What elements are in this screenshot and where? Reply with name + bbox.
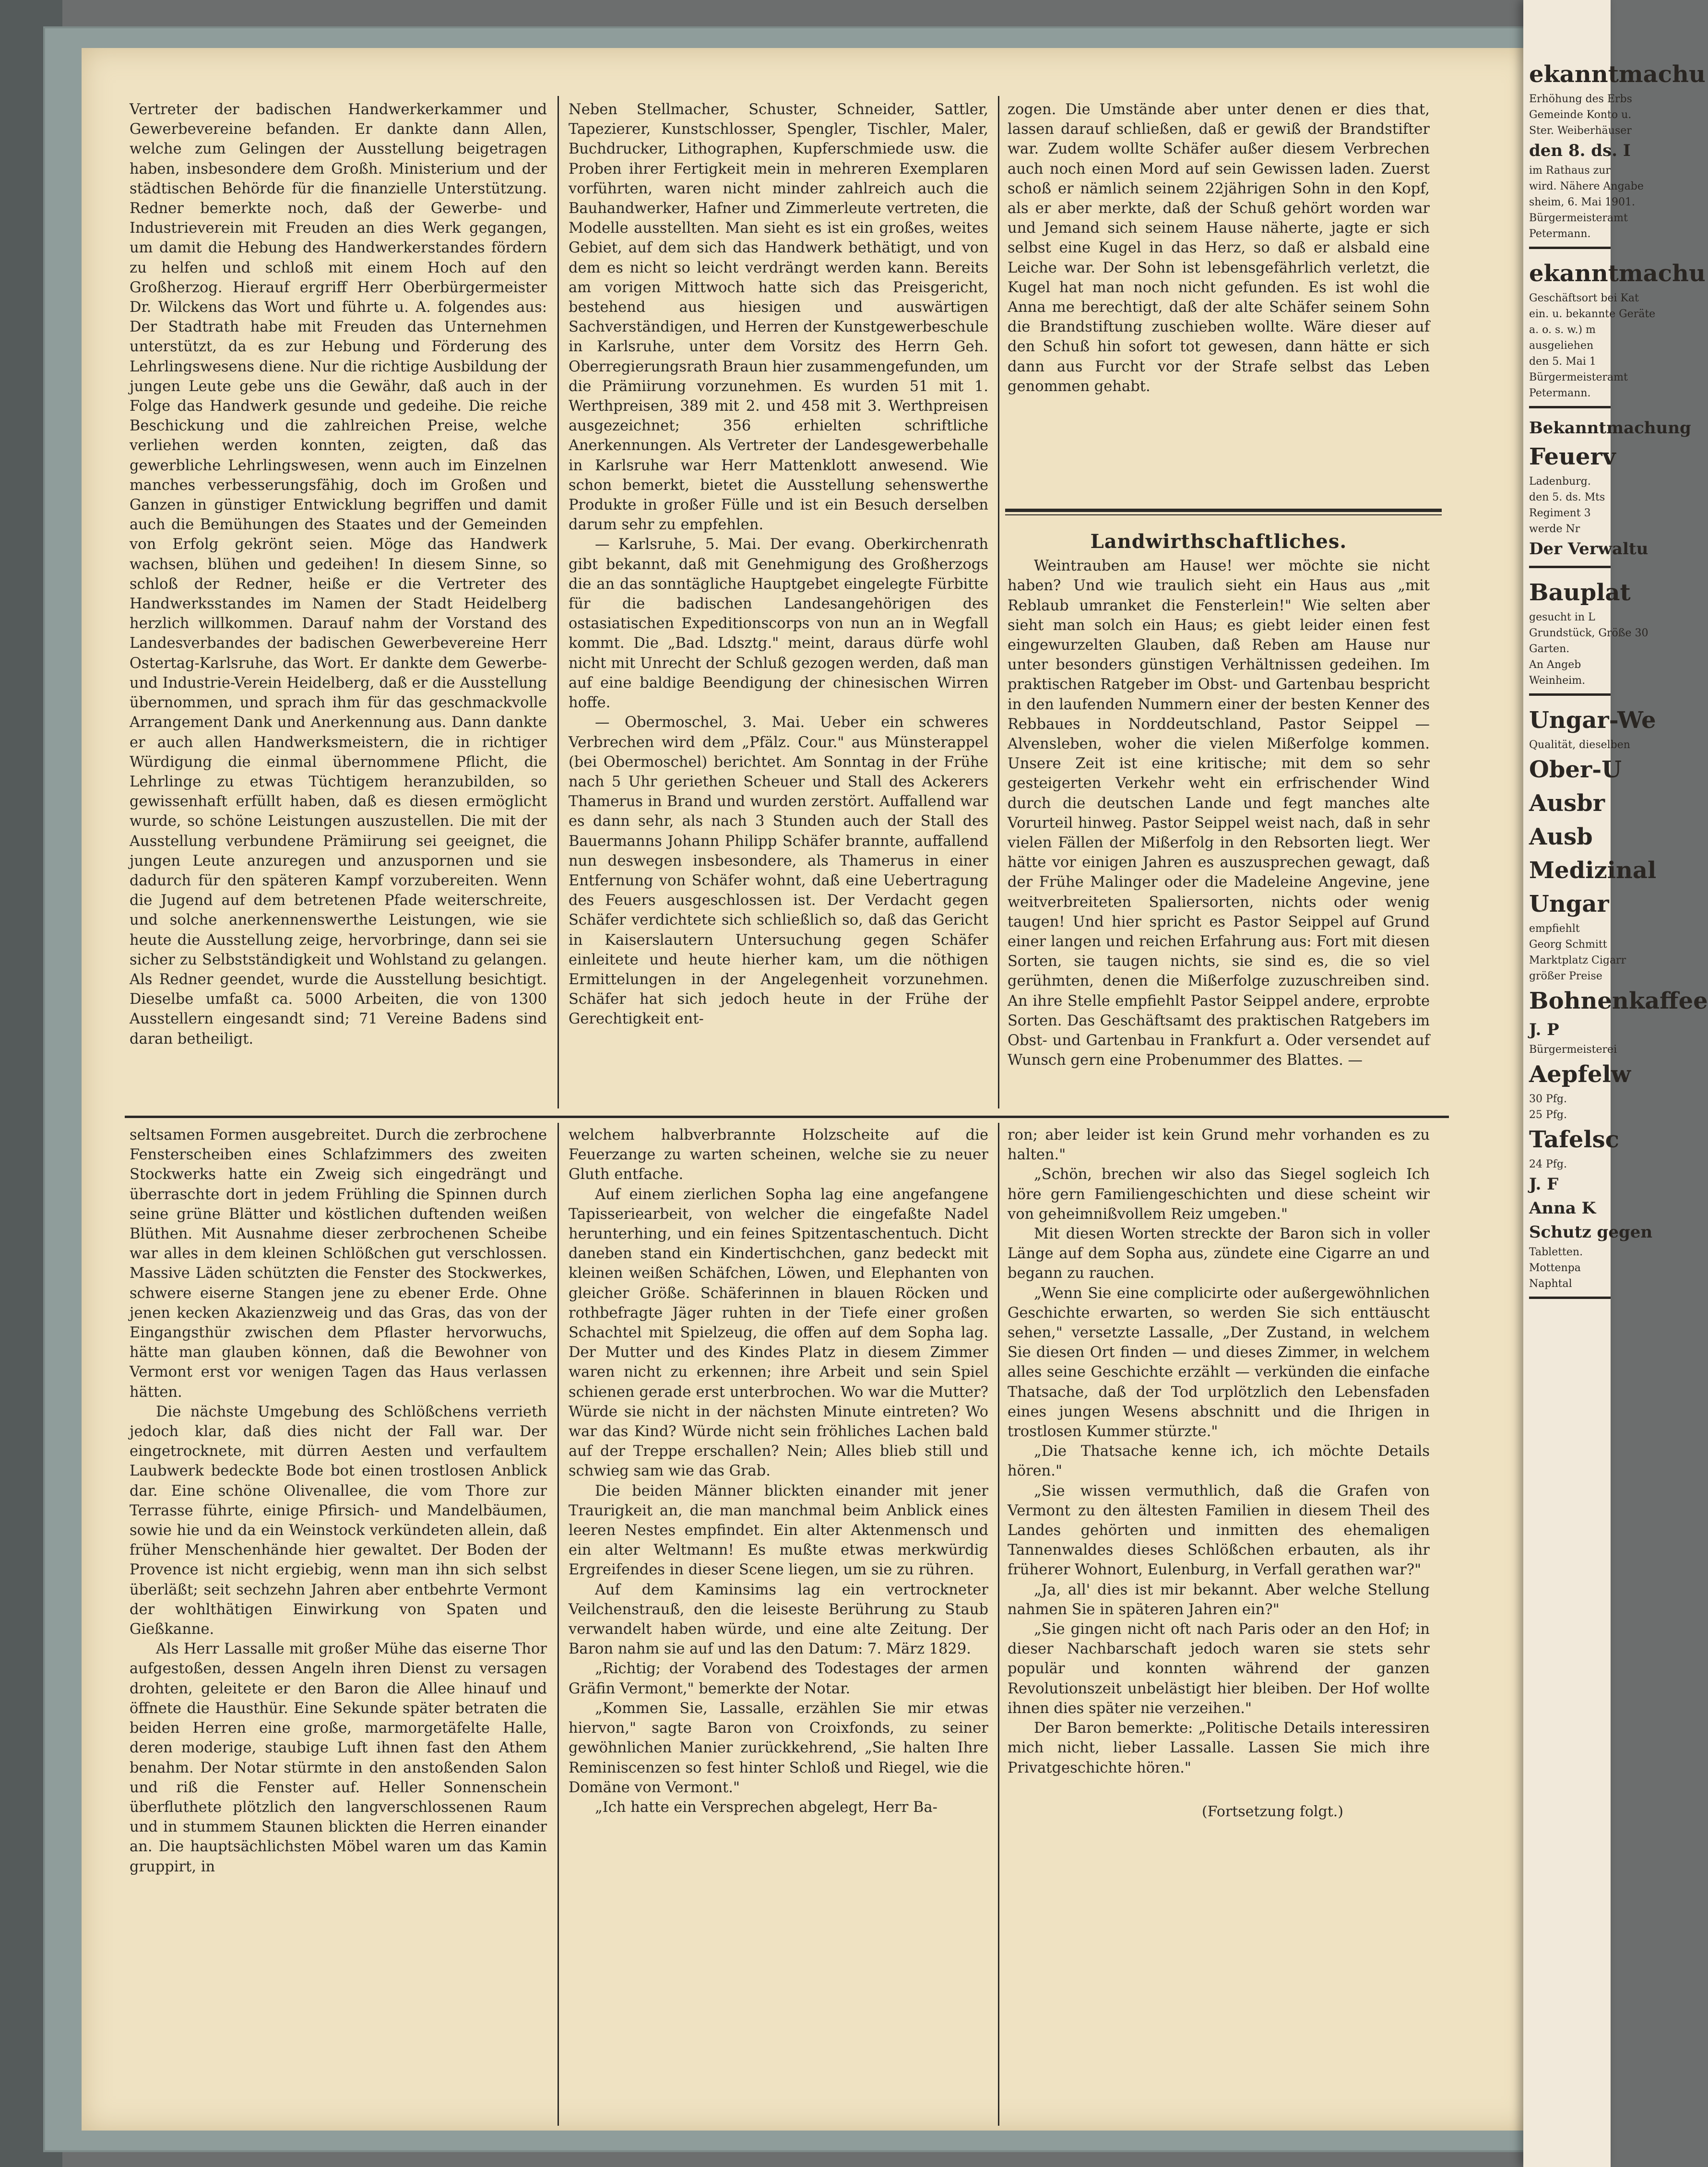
feuilleton-paragraph: Der Baron bemerkte: „Politische Details interessiren mich nicht, lieber Lassalle. Lassen Sie mich ihre Privatgeschichte hören."	[1008, 1720, 1430, 1776]
ad-text-line: Grundstück, Größe 30	[1529, 627, 1649, 639]
article-column-2	[569, 100, 988, 1103]
ad-text-line: Tafelsc	[1529, 1126, 1619, 1153]
article-paragraph: — Obermoschel, 3. Mai. Ueber ein schweres Verbrechen wird dem „Pfälz. Cour." aus Münsterappel (bei Obermoschel) berichtet. Am Sonntag in der Frühe nach 5 Uhr geriethen Scheuer und Stall des Ackerers Thamerus in Brand und wurden zerstört. Auffallend war es dann sehr, als nach 3 Stunden auch der Stall des Bauermanns Johann Philipp Schäfer brannte, auffallend nun deswegen insbesondere, als Thamerus in einer Entfernung von Schäfer wohnt, daß eine Uebertragung des Feuers ausgeschlossen ist. Der Verdacht gegen Schäfer verdichtete sich schließlich so, daß das Gericht in Kaiserslautern Untersuchung gegen Schäfer einleitete und heute hierher kam, um die nöthigen Ermittelungen in der Angelegenheit vorzunehmen. Schäfer hat sich jedoch heute in der Frühe der Gerechtigkeit ent-	[569, 714, 988, 1028]
section-heading: Landwirthschaftliches.	[1090, 530, 1347, 553]
feuilleton-paragraph: Die nächste Umgebung des Schlößchens verrieth jedoch klar, daß dies nicht der Fall war. Der eingetrocknete, mit dürren Aesten und verfaultem Laubwerk bedeckte Bode bot einen trostlosen Anblick dar. Eine schöne Olivenallee, die vom Thore zur Terrasse führte, einige Pfirsich- und Mandelbäumen, sowie hie und da ein Weinstock verkündeten allein, daß früher Menschenhände hier gewaltet. Der Boden der Provence ist nicht ergiebig, wenn man ihn sich selbst überläßt; seit sechzehn Jahren aber entbehrte Vermont der wohlthätigen Einwirkung von Spaten und Gießkanne.	[130, 1403, 547, 1638]
column-divider	[557, 96, 559, 1108]
feuilleton-paragraph: Die beiden Männer blickten einander mit jener Traurigkeit an, die man manchmal beim Anblick eines leeren Nestes empfindet. Ein alter Aktenmensch und ein alter Weltmann! Es mußte etwas merkwürdig Ergreifendes in dieser Scene liegen, um sie zu rühren.	[569, 1482, 988, 1579]
ad-text-line: den 5. ds. Mts	[1529, 491, 1605, 503]
ad-text-line: Petermann.	[1529, 228, 1591, 240]
feuilleton-paragraph: „Richtig; der Vorabend des Todestages der armen Gräfin Vermont," bemerkte der Notar.	[569, 1660, 988, 1697]
column-divider	[998, 96, 999, 1108]
ad-text-line: Ausb	[1529, 823, 1593, 850]
ad-text-line: Bohnenkaffee	[1529, 988, 1708, 1014]
ad-text-line: Garten.	[1529, 643, 1570, 655]
ad-text-line: Marktplatz Cigarr	[1529, 954, 1626, 966]
ad-text-line: J. F	[1529, 1175, 1559, 1194]
ad-text-line: Geschäftsort bei Kat	[1529, 292, 1639, 304]
ad-text-line: Ungar-We	[1529, 707, 1656, 734]
ad-text-line: größer Preise	[1529, 970, 1602, 982]
ad-text-line: ein. u. bekannte Geräte	[1529, 308, 1656, 320]
ad-text-line: Ungar	[1529, 891, 1609, 917]
feuilleton-paragraph: „Wenn Sie eine complicirte oder außergewöhnlichen Geschichte erwarten, so werden Sie sich enttäuscht sehen," versetzte Lassalle, „Der Zustand, in welchem Sie diesen Ort finden — und dieses Zimmer, in welchem alles seine Geschichte erzählt — verkünden die einfache Thatsache, daß der Tod urplötzlich den Lebensfaden eines jungen Wesens abschnitt und die Ihrigen in trostlosen Kummer stürzte."	[1008, 1285, 1430, 1441]
ad-text-line: sheim, 6. Mai 1901.	[1529, 196, 1635, 208]
ad-text-line: Bürgermeisterei	[1529, 1044, 1617, 1056]
feuilleton-divider	[125, 1116, 1449, 1118]
ad-text-line: An Angeb	[1529, 659, 1581, 671]
article-paragraph: Weintrauben am Hause! wer möchte sie nicht haben? Und wie traulich sieht ein Haus aus „mit Reblaub umranket die Fensterlein!" Wie selten aber sieht man solch ein Haus; es giebt leider einen fest eingewurzelten Glauben, daß Reben am Hause nur unter besonders günstigen Verhältnissen gedeihen. Im praktischen Ratgeber im Obst- und Gartenbau bespricht in den laufenden Nummern einer der besten Kenner des Rebbaues in Norddeutschland, Pastor Seippel — Alvensleben, woher die vielen Mißerfolge kommen. Unsere Zeit ist eine kritische; mit dem so sehr gesteigerten Verkehr weht ein erfrischender Wind durch die deutschen Lande und fegt manches alte Vorurteil hinweg. Pastor Seippel weist nach, daß in sehr vielen Fällen der Mißerfolg in den Rebsorten liegt. Wer hätte vor einigen Jahren es auszusprechen gewagt, daß der Frühe Malinger oder die Madeleine Angevine, jene weitverbreiteten Spaliersorten, nichts oder wenig taugen! Und hier spricht es Pastor Seippel auf Grund einer langen und reichen Erfahrung aus: Fort mit diesen Sorten, sie taugen nichts, sie sind es, die so viel gerühmten, denen die Mißerfolge zuzuschreiben sind. An ihre Stelle empfiehlt Pastor Seippel andere, erprobte Sorten. Das Geschäftsamt des praktischen Ratgebers im Obst- und Gartenbau in Frankfurt a. Oder versendet auf Wunsch gern eine Probenummer des Blattes. —	[1008, 558, 1430, 1069]
feuilleton-paragraph: Auf einem zierlichen Sopha lag eine angefangene Tapisseriearbeit, von welcher die eingefaßte Nadel herunterhing, und ein feines Spitzentaschentuch. Dicht daneben stand ein Kindertischchen, ganz bedeckt mit kleinen weißen Schäfchen, Löwen, und Elephanten von gleicher Größe. Schäferinnen in blauen Röcken und rothbefragte Jäger ruhten in der Tiefe einer großen Schachtel mit Spielzeug, die offen auf dem Sopha lag. Der Mutter und des Kindes Platz in diesem Zimmer waren nicht zu erkennen; ihre Arbeit und sein Spiel schienen gerade erst unterbrochen. Wo war die Mutter? Würde sie nicht in der nächsten Minute eintreten? Wo war das Kind? Würde nicht sein fröhliches Lachen bald auf der Treppe erschallen? Nein; Alles blieb still und schwieg sam wie das Grab.	[569, 1186, 988, 1480]
article-column-3	[1008, 100, 1430, 445]
ad-separator	[1529, 561, 1611, 568]
ad-text-line: 30 Pfg.	[1529, 1093, 1567, 1105]
ad-text-line: Ladenburg.	[1529, 476, 1591, 488]
ad-text-line: Naphtal	[1529, 1278, 1572, 1290]
ad-text-line: J. P	[1529, 1020, 1559, 1039]
feuilleton-paragraph: „Ja, all' dies ist mir bekannt. Aber welche Stellung nahmen Sie in späteren Jahren ein?"	[1008, 1581, 1430, 1618]
feuilleton-paragraph: ron; aber leider ist kein Grund mehr vorhanden es zu halten."	[1008, 1127, 1430, 1164]
feuilleton-paragraph: Mit diesen Worten streckte der Baron sich in voller Länge auf dem Sopha aus, zündete eine Cigarre an und begann zu rauchen.	[1008, 1226, 1430, 1282]
ad-text-line: im Rathaus zur	[1529, 165, 1611, 177]
article-paragraph: zogen. Die Umstände aber unter denen er dies that, lassen darauf schließen, daß er gewiß der Brandstifter war. Zudem wollte Schäfer außer diesem Verbrechen auch noch einen Mord auf sein Gewissen laden. Zuerst schoß er nämlich seinem 22jährigen Sohn in den Kopf, als er aber merkte, daß der Schuß gehört worden war und Jemand sich seinem Hause näherte, jagte er sich selbst eine Kugel in das Herz, so daß er alsbald eine Leiche war. Der Sohn ist lebensgefährlich verletzt, die Kugel hat man noch nicht gefunden. Es ist wohl die Anna me berechtigt, daß der alte Schäfer seinem Sohn die Brandstiftung zuschieben wollte. Wäre dieser auf den Schuß hin sofort tot gewesen, dann hätte er sich dann aus Furcht vor der Strafe selbst das Leben genommen gehabt.	[1008, 101, 1430, 395]
ad-text-line: Bürgermeisteramt	[1529, 371, 1628, 383]
ad-text-line: Bekanntmachung	[1529, 418, 1691, 438]
feuilleton-paragraph: „Sie wissen vermuthlich, daß die Grafen von Vermont zu den ältesten Familien in diesem Theil des Landes gehörten und inmitten des ehemaligen Tannenwaldes dieses Schlößchen erbauten, als ihr früherer Wohnort, Eulenburg, in Verfall gerathen war?"	[1008, 1482, 1430, 1579]
ad-text-line: 25 Pfg.	[1529, 1109, 1567, 1121]
section-rule-thin	[1005, 514, 1442, 515]
ad-separator	[1529, 401, 1611, 408]
ad-text-line: den 5. Mai 1	[1529, 356, 1596, 368]
ad-text-line: Bauplat	[1529, 579, 1631, 606]
newspaper-page	[82, 48, 1535, 2131]
feuilleton-paragraph: „Die Thatsache kenne ich, ich möchte Details hören."	[1008, 1443, 1430, 1480]
article-paragraph: Neben Stellmacher, Schuster, Schneider, Sattler, Tapezierer, Kunstschlosser, Spengler, Tischler, Maler, Buchdrucker, Lithographen, Kupferschmiede usw. die Proben ihrer Fertigkeit mein in mehreren Exemplaren vorführten, waren nicht minder zahlreich auch die Bauhandwerker, Hafner und Zimmerleute vertreten, die Modelle ausstellten. Man sieht es ist ein großes, weites Gebiet, auf dem sich das Handwerk bethätigt, und von dem es nicht so leicht verdrängt werden kann. Bereits am vorigen Mittwoch hatte sich das Preisgericht, bestehend aus hiesigen und auswärtigen Sachverständigen, und Herren der Kunstgewerbeschule in Karlsruhe, unter dem Vorsitz des Herrn Geh. Oberregierungsrath Braun hier zusammengefunden, um die Prämiirung vorzunehmen. Es wurden 51 mit 1. Werthpreisen, 389 mit 2. und 458 mit 3. Werthpreisen ausgezeichnet; 356 erhielten schriftliche Anerkennungen. Als Vertreter der Landesgewerbehalle in Karlsruhe war Herr Mattenklott anwesend. Wie schon bemerkt, bietet die Ausstellung sehenswerthe Produkte in großer Fülle und ist ein Besuch derselben darum sehr zu empfehlen.	[569, 101, 988, 534]
column-divider	[557, 1123, 559, 2126]
feuilleton-paragraph: Als Herr Lassalle mit großer Mühe das eiserne Thor aufgestoßen, dessen Angeln ihren Dienst zu versagen drohten, geleitete er den Baron die Allee hinauf und öffnete die Hausthür. Eine Sekunde später betraten die beiden Herren eine große, marmorgetäfelte Halle, deren moderige, staubige Luft ihnen fast den Athem benahm. Der Notar stürmte in den anstoßenden Salon und riß die Fenster auf. Heller Sonnenschein überfluthete plötzlich den langverschlossenen Raum und in stummem Staunen blickten die Herren einander an. Die hauptsächlichsten Möbel waren um das Kamin gruppirt, in	[130, 1641, 547, 1875]
article-paragraph: Vertreter der badischen Handwerkerkammer und Gewerbevereine befanden. Er dankte dann Allen, welche zum Gelingen der Ausstellung beigetragen haben, insbesondere dem Großh. Ministerium und der städtischen Behörde für die finanzielle Unterstützung. Redner bemerkte noch, daß der Gewerbe- und Industrieverein mit Freuden an dies Werk gegangen, um damit die Hebung des Handwerkerstandes fördern zu helfen und schloß mit einem Hoch auf den Großherzog. Hierauf ergriff Herr Oberbürgermeister Dr. Wilckens das Wort und führte u. A. folgendes aus: Der Stadtrath habe mit Freuden das Unternehmen unterstützt, da es zur Hebung und Förderung des Lehrlingswesens diene. Nur die richtige Ausbildung der jungen Leute gebe uns die Gewähr, daß auch in der Folge das Handwerk gesunde und gedeihe. Die reiche Beschickung und die zahlreichen Preise, welche verliehen werden konnten, zeigten, daß das gewerbliche Lehrlingswesen, wenn auch im Einzelnen manches verbesserungsfähig, doch im Großen und Ganzen in günstiger Entwicklung begriffen und damit auch die Bemühungen des Staates und der Gemeinden von Erfolg gekrönt seien. Möge das Handwerk wachsen, blühen und gedeihen! In diesem Sinne, so schloß der Redner, heiße er die Vertreter des Handwerksstandes im Namen der Stadt Heidelberg herzlich willkommen. Darauf nahm der Vorstand des Landesverbandes der badischen Gewerbevereine Herr Ostertag-Karlsruhe, das Wort. Er dankte dem Gewerbe- und Industrie-Verein Heidelberg, daß er die Ausstellung übernommen, und sprach ihm für das geschmackvolle Arrangement Dank und Anerkennung aus. Dann dankte er auch allen Handwerksmeistern, die in richtiger Würdigung die einmal übernommene Pflicht, die Lehrlinge zu etwas Tüchtigem heranzubilden, so gewissenhaft erfüllt haben, daß es diesen ermöglicht wurde, so schöne Leistungen auszustellen. Die mit der Ausstellung verbundene Prämiirung sei geeignet, die jungen Leute anzuregen und anzuspornen und sie dadurch für den späteren Kampf vorzubereiten. Wenn die Jugend auf dem betretenen Pfade weiterschreite, und solche anerkennenswerthe Leistungen, wie sie heute die Ausstellung zeige, hervorbringe, dann sei sie sicher zu Selbstständigkeit und Wohlstand zu gelangen. Als Redner geendet, wurde die Ausstellung besichtigt. Dieselbe umfaßt ca. 5000 Arbeiten, die von 1300 Ausstellern eingesandt sind; 71 Vereine Badens sind daran betheiligt.	[130, 101, 547, 1048]
ad-text-line: Weinheim.	[1529, 675, 1586, 687]
feuilleton-column-2	[569, 1125, 988, 2123]
ad-text-line: Aepfelw	[1529, 1061, 1631, 1088]
ad-text-line: Tabletten.	[1529, 1246, 1583, 1258]
ad-text-line: Bürgermeisteramt	[1529, 212, 1628, 224]
ad-separator	[1529, 242, 1611, 249]
ad-text-line: Anna K	[1529, 1199, 1596, 1218]
feuilleton-paragraph: „Schön, brechen wir also das Siegel sogleich Ich höre gern Familiengeschichten und diese scheint wir von geheimnißvollem Reiz umgeben."	[1008, 1166, 1430, 1223]
ad-text-line: ekanntmachu	[1529, 260, 1706, 287]
feuilleton-column-1	[130, 1125, 547, 2123]
feuilleton-paragraph: Auf dem Kaminsims lag ein vertrockneter Veilchenstrauß, den die leiseste Berührung zu Staub verwandelt haben würde, und eine alte Zeitung. Der Baron nahm sie auf und las den Datum: 7. März 1829.	[569, 1581, 988, 1658]
feuilleton-paragraph: „Kommen Sie, Lassalle, erzählen Sie mir etwas hiervon," sagte Baron von Croixfonds, zu seiner gewöhnlichen Manier zurückkehrend, „Sie halten Ihre Reminiscenzen so fest hinter Schloß und Riegel, wie die Domäne von Vermont."	[569, 1700, 988, 1796]
feuilleton-paragraph: „Ich hatte ein Versprechen abgelegt, Herr Ba-	[595, 1798, 937, 1816]
ad-text-line: Schutz gegen	[1529, 1223, 1653, 1242]
feuilleton-paragraph: „Sie gingen nicht oft nach Paris oder an den Hof; in dieser Nachbarschaft jedoch waren sie stets sehr populär und konnten während der ganzen Revolutionszeit unbelästigt hier bleiben. Der Hof wollte ihnen dies später nie verzeihen."	[1008, 1621, 1430, 1717]
ad-text-line: den 8. ds. I	[1529, 141, 1631, 160]
feuilleton-paragraph: welchem halbverbrannte Holzscheite auf die Feuerzange zu warten scheinen, welche sie zu neuer Gluth entfache.	[569, 1127, 988, 1183]
article-column-1	[130, 100, 547, 1103]
feuilleton-paragraph: seltsamen Formen ausgebreitet. Durch die zerbrochene Fensterscheiben eines Schlafzimmers des zweiten Stockwerks hatte ein Zweig sich eingedrängt und überraschte dort in jedem Frühling die Spinnen durch seine grüne Blätter und köstlichen duftenden weißen Blüthen. Mit Ausnahme dieser zerbrochenen Scheibe war alles in dem kleinen Schlößchen gut verschlossen. Massive Läden schützten die Fenster des Stockwerkes, schwere eiserne Stangen jene zu ebener Erde. Ohne jenen kecken Akazienzweig und das Gras, das von der Eingangsthür zwischen dem Pflaster hervorwuchs, hätte man glauben können, daß die Bewohner von Vermont erst vor wenigen Tagen das Haus verlassen hätten.	[130, 1127, 547, 1401]
ad-text-line: wird. Nähere Angabe	[1529, 180, 1644, 192]
ad-text-line: Georg Schmitt	[1529, 939, 1607, 951]
ad-text-line: Mottenpa	[1529, 1262, 1581, 1274]
ad-text-line: ausgeliehen	[1529, 340, 1594, 352]
ad-text-line: gesucht in L	[1529, 611, 1595, 623]
ad-text-line: Erhöhung des Erbs	[1529, 93, 1632, 105]
ad-text-line: Ster. Weiberhäuser	[1529, 125, 1632, 137]
adjacent-page-ads	[1529, 58, 1708, 1307]
ad-text-line: Medizinal	[1529, 857, 1657, 884]
article-paragraph: — Karlsruhe, 5. Mai. Der evang. Oberkirchenrath gibt bekannt, daß mit Genehmigung des Großherzogs die an das sonntägliche Hauptgebet eingelegte Fürbitte für die badischen Landesangehörigen des ostasiatischen Expeditionscorps von nun an in Wegfall kommt. Die „Bad. Ldsztg." meint, daraus dürfe wohl nicht mit Unrecht der Schluß gezogen werden, daß man auf eine baldige Beendigung der chinesischen Wirren hoffe.	[569, 536, 988, 712]
section-rule-thick	[1005, 509, 1442, 512]
adjacent-page-strip	[1523, 0, 1708, 2167]
landwirtschaft-section	[1008, 523, 1430, 1104]
ad-text-line: Ausbr	[1529, 790, 1605, 817]
ad-text-line: werde Nr	[1529, 523, 1580, 535]
continuation-note: (Fortsetzung folgt.)	[1202, 1803, 1343, 1820]
ad-separator	[1529, 689, 1611, 696]
ad-text-line: Gemeinde Konto u.	[1529, 109, 1632, 121]
ad-text-line: empfiehlt	[1529, 923, 1580, 935]
ad-separator	[1529, 1292, 1611, 1299]
ad-text-line: 24 Pfg.	[1529, 1158, 1567, 1170]
feuilleton-column-3	[1008, 1125, 1430, 2123]
ad-text-line: Petermann.	[1529, 387, 1591, 399]
ad-text-line: Der Verwaltu	[1529, 539, 1649, 559]
ad-text-line: Feuerv	[1529, 443, 1616, 470]
ad-text-line: Qualität, dieselben	[1529, 739, 1630, 751]
ad-text-line: Ober-U	[1529, 756, 1622, 783]
ad-text-line: a. o. s. w.) m	[1529, 324, 1596, 336]
column-divider	[998, 1123, 999, 2126]
ad-text-line: Regiment 3	[1529, 507, 1591, 519]
ad-text-line: ekanntmachu	[1529, 61, 1706, 88]
